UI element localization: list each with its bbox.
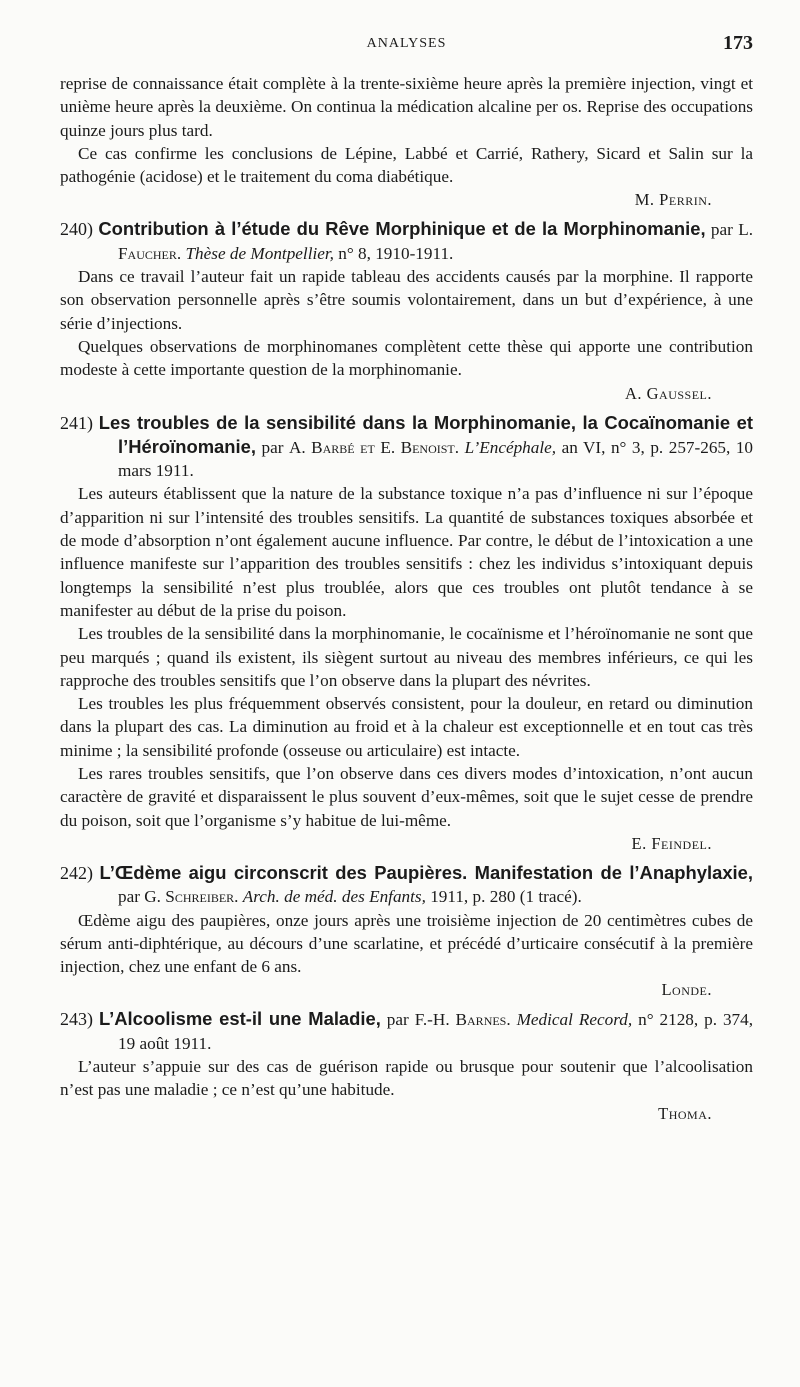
- entry-number: 241): [60, 412, 93, 433]
- signature: Londe.: [661, 980, 712, 1000]
- paragraph: Quelques observations de morphinomanes complètent cette thèse qui apporte une contribution modeste à cette importante question de la morphinomanie.: [60, 336, 753, 380]
- entry-title: Contribution à l’étude du Rêve Morphinique et de la Morphinomanie,: [98, 218, 706, 240]
- paragraph: Les troubles les plus fréquemment observés consistent, pour la douleur, en retard ou diminution dans la plupart des cas. La diminution au froid et à la chaleur est exceptionnelle et en tout cas très minime ; la sensibilité profonde (osseuse ou articulaire) est intacte.: [60, 694, 753, 760]
- entry-details: 1911, p. 280 (1 tracé).: [430, 887, 582, 907]
- entry-title: Les troubles de la sensibilité dans la Morphinomanie, la Cocaïnomanie et l’Héroïnomanie,: [98, 411, 753, 457]
- paragraph: Les troubles de la sensibilité dans la morphinomanie, le cocaïnisme et l’héroïnomanie ne sont que peu marqués ; quand ils existent, ils siègent surtout au niveau des membres inférieurs, ce qui les rapproche des troubles sensitifs que l’on observe dans la plupart des névrites.: [60, 624, 753, 690]
- entry-242: [60, 861, 753, 1001]
- entry-by: par: [261, 437, 284, 457]
- signature: M. Perrin.: [634, 190, 712, 210]
- entry-241: [60, 411, 753, 855]
- page-header: [60, 32, 753, 58]
- running-title: ANALYSES: [366, 36, 447, 51]
- paragraph: Œdème aigu des paupières, onze jours après une troisième injection de 20 centimètres cubes de sérum anti-diphtérique, au décours d’une scarlatine, et précédé d’urticaire consécutif à la première injection, chez une enfant de 6 ans.: [60, 910, 753, 977]
- entry-source: Thèse de Montpellier,: [185, 243, 334, 263]
- entry-title: L’Œdème aigu circonscrit des Paupières. Manifestation de l’Anaphylaxie,: [99, 861, 753, 883]
- entry-source: Medical Record,: [516, 1010, 633, 1030]
- entry-source: Arch. de méd. des Enfants,: [242, 887, 426, 907]
- entry-title: L’Alcoolisme est-il une Maladie,: [98, 1008, 381, 1030]
- entry-details: an VI, n° 3, p. 257-265, 10 mars 1911.: [118, 437, 754, 481]
- entry-heading: [60, 1007, 753, 1055]
- entry-243: [60, 1007, 753, 1124]
- paragraph: Les rares troubles sensitifs, que l’on observe dans ces divers modes d’intoxication, n’ont aucun caractère de gravité et disparaissent le plus souvent d’eux-mêmes, soit que le sujet cesse de prendre du poison, soit que l’organisme s’y habitue de lui-même.: [60, 764, 753, 830]
- paragraph: Ce cas confirme les conclusions de Lépine, Labbé et Carrié, Rathery, Sicard et Salin sur la pathogénie (acidose) et le traitement du coma diabétique.: [60, 143, 753, 187]
- entry-by: par: [386, 1010, 409, 1030]
- entry-author: L. Faucher.: [118, 220, 754, 263]
- page-content: [60, 72, 753, 1125]
- entry-by: par: [118, 887, 140, 907]
- paragraph: Les auteurs établissent que la nature de la substance toxique n’a pas d’influence ni sur l’époque d’apparition ni sur l’intensité des troubles sensitifs. La quantité de substances toxiques absorbée et de mode d’absorption n’ont également aucune influence. Par contre, le début de l’intoxication a une influence manifeste sur l’apparition des troubles sensitifs : chez les individus s’intoxiquant depuis longtemps la sensibilité n’est plus troublée, alors que ces troubles ont plutôt tendance à se manifester au début de la prise du poison.: [60, 484, 753, 620]
- entry-number: 243): [60, 1009, 93, 1030]
- entry-author: A. Barbé et E. Benoist.: [288, 437, 460, 457]
- entry-source: L’Encéphale,: [464, 437, 557, 457]
- paragraph: Dans ce travail l’auteur fait un rapide tableau des accidents causés par la morphine. Il rapporte son observation personnelle après s’être soumis volontairement, dans un but d’expérience, à une série d’injections.: [60, 267, 753, 333]
- entry-by: par: [710, 220, 733, 240]
- entry-author: F.-H. Barnes.: [414, 1010, 511, 1030]
- paragraph: L’auteur s’appuie sur des cas de guérison rapide ou brusque pour soutenir que l’alcoolisation n’est pas une maladie ; ce n’est qu’une habitude.: [60, 1056, 753, 1100]
- signature: Thoma.: [658, 1103, 712, 1123]
- entry-details: n° 8, 1910-1911.: [338, 243, 454, 263]
- signature: E. Feindel.: [631, 833, 712, 853]
- entry-number: 242): [60, 862, 93, 883]
- page-number: 173: [723, 32, 753, 54]
- signature: A. Gaussel.: [624, 383, 712, 403]
- entry-number: 240): [60, 219, 93, 240]
- entry-author: G. Schreiber.: [144, 887, 239, 907]
- entry-heading: [60, 411, 753, 483]
- entry-heading: [60, 217, 753, 265]
- entry-240: [60, 217, 753, 404]
- entry-details: n° 2128, p. 374, 19 août 1911.: [118, 1010, 754, 1053]
- paragraph: reprise de connaissance était complète à la trente-sixième heure après la première injection, vingt et unième heure après la deuxième. On continua la médication alcaline per os. Reprise des occupations quinze jours plus tard.: [60, 74, 753, 140]
- entry-heading: [60, 861, 753, 909]
